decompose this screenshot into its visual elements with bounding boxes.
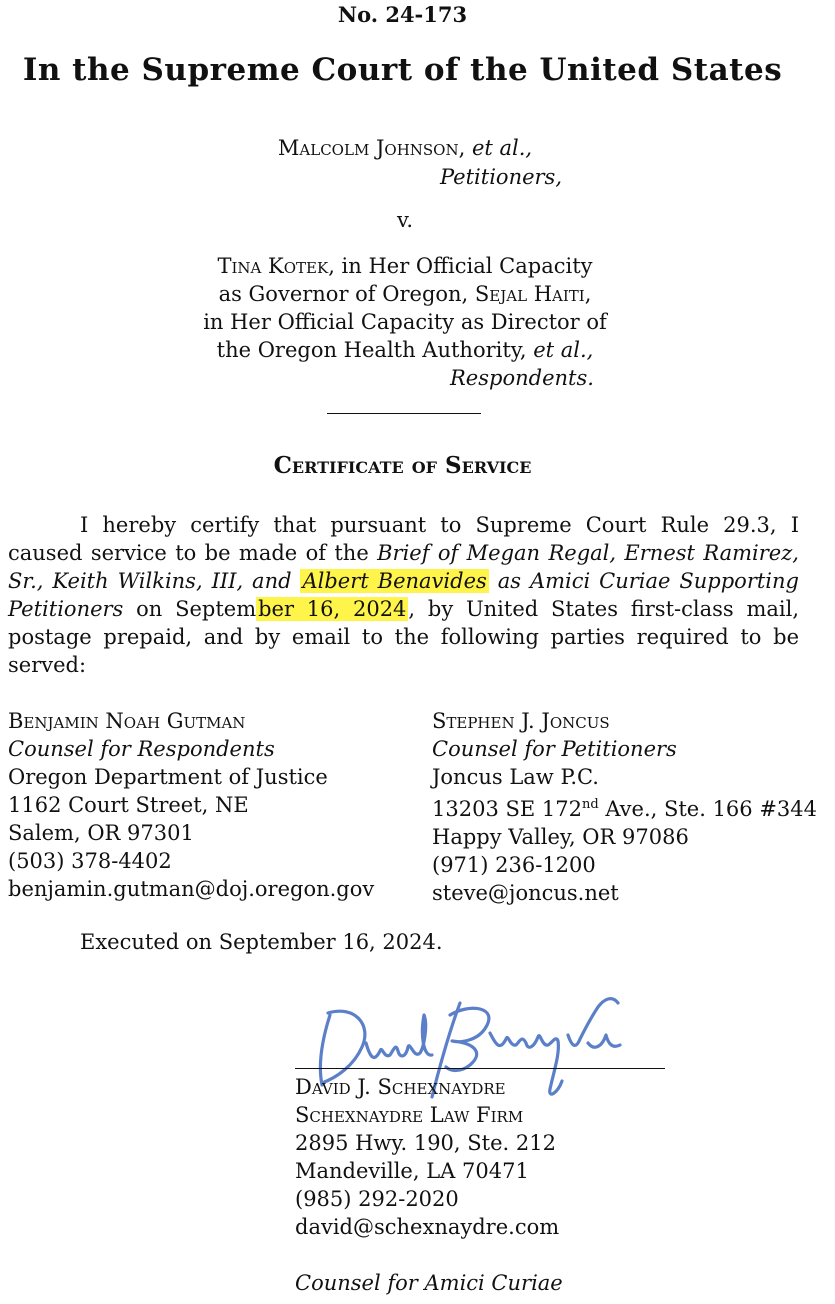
signer-phone: (985) 292-2020	[295, 1187, 459, 1211]
signer-street: 2895 Hwy. 190, Ste. 212	[295, 1131, 556, 1155]
respondent-name-haiti: Sejal Haiti	[474, 282, 585, 306]
service-address-petitioners	[432, 707, 817, 907]
respondent-counsel-city: Salem, OR 97301	[8, 821, 194, 845]
signature-line	[295, 1068, 665, 1069]
respondent-etal: et al.,	[533, 338, 594, 362]
highlighted-date: ber 16, 2024	[258, 597, 407, 621]
divider-rule	[327, 413, 481, 414]
highlighted-name: Albert Benavides	[302, 569, 487, 593]
paragraph-text-1: I hereby certify that pursuant to Supreme Court Rule 29.3, I caused service to be made of the	[8, 513, 799, 565]
petitioner-name: Malcolm Johnson	[277, 136, 459, 160]
respondent-counsel-role: Counsel for Respondents	[8, 737, 275, 761]
petitioner-counsel-street	[432, 791, 817, 823]
court-title: In the Supreme Court of the United States	[22, 52, 783, 88]
brief-title-part2: as Amici Curiae Supporting Petitioners	[8, 569, 799, 621]
respondent-counsel-street: 1162 Court Street, NE	[8, 793, 249, 817]
respondent-line2-post: ,	[584, 282, 592, 306]
petitioner-counsel-name: Stephen J. Joncus	[432, 709, 610, 733]
signer-email: david@schexnaydre.com	[295, 1215, 560, 1239]
signer-name: David J. Schexnaydre	[295, 1075, 506, 1099]
respondent-counsel-email: benjamin.gutman@doj.oregon.gov	[8, 877, 375, 901]
respondent-line4: the Oregon Health Authority,	[216, 338, 534, 362]
street-number: 13203 SE 172	[432, 797, 582, 821]
street-rest: Ave., Ste. 166 #344	[598, 797, 818, 821]
street-ordinal: nd	[581, 797, 599, 812]
signer-city: Mandeville, LA 70471	[295, 1159, 529, 1183]
paragraph-text-3: , by United States first-class mail, postage prepaid, and by email to the following parties required to be served:	[8, 597, 799, 677]
certificate-title: Certificate of Service	[273, 452, 532, 479]
petitioner-counsel-phone: (971) 236-1200	[432, 853, 596, 877]
docket-number: No. 24-173	[337, 2, 468, 27]
service-paragraph	[8, 511, 799, 679]
service-address-respondents	[8, 707, 374, 903]
respondent-role: Respondents.	[450, 366, 594, 390]
respondent-line1: , in Her Official Capacity	[328, 254, 593, 278]
respondent-name-kotek: Tina Kotek	[217, 254, 329, 278]
paragraph-text-2: on Septem	[123, 597, 257, 621]
executed-date: Executed on September 16, 2024.	[80, 930, 443, 954]
respondent-line3: in Her Official Capacity as Director of	[203, 310, 607, 334]
petitioner-counsel-role: Counsel for Petitioners	[432, 737, 677, 761]
petitioner-block: Malcolm Johnson, et al.,	[277, 136, 533, 160]
brief-title-part1: Brief of Megan Regal, Ernest Ramirez, Sr., Keith Wilkins, III, and	[8, 541, 799, 593]
respondent-block	[175, 252, 635, 364]
signer-block	[295, 1073, 563, 1297]
versus: v.	[396, 208, 414, 232]
signer-firm: Schexnaydre Law Firm	[295, 1103, 524, 1127]
petitioner-counsel-email: steve@joncus.net	[432, 881, 619, 905]
petitioner-role: Petitioners,	[440, 165, 563, 189]
petitioner-counsel-city: Happy Valley, OR 97086	[432, 825, 689, 849]
respondent-counsel-phone: (503) 378-4402	[8, 849, 172, 873]
respondent-counsel-name: Benjamin Noah Gutman	[8, 709, 246, 733]
petitioner-counsel-org: Joncus Law P.C.	[432, 765, 599, 789]
petitioner-etal: et al.,	[471, 136, 533, 160]
respondent-counsel-org: Oregon Department of Justice	[8, 765, 328, 789]
signer-role: Counsel for Amici Curiae	[295, 1271, 563, 1295]
respondent-line2: as Governor of Oregon,	[218, 282, 475, 306]
